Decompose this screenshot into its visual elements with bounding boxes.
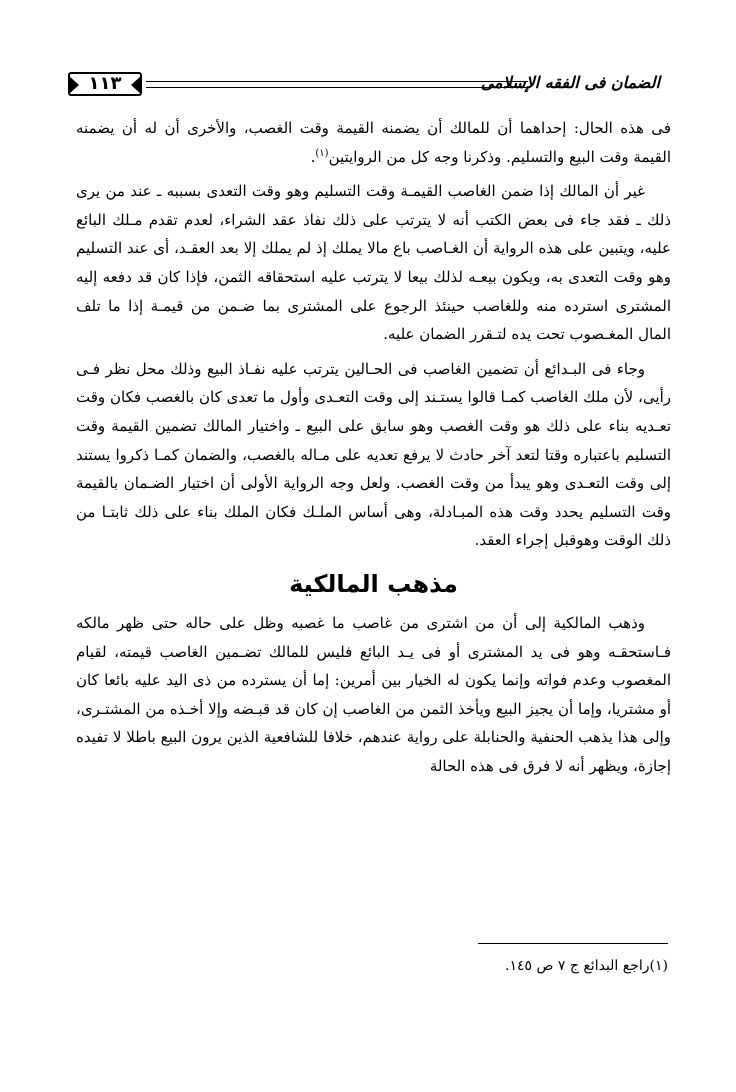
footnote bbox=[68, 955, 668, 977]
page-number-frame bbox=[68, 72, 142, 96]
footnote-divider bbox=[478, 943, 668, 944]
paragraph: فى هذه الحال: إحداهما أن للمالك أن يضمنه القيمة وقت الغصب، والأخرى أن له أن يضمنه القيمة وقت البيع والتسليم. وذكرنا وجه كل من الروايتين$^{(١)}$. bbox=[76, 119, 671, 166]
paragraph: وذهب المالكية إلى أن من اشترى من غاصب ما غصبه وظل على حاله حتى ظهر مالكه فـاستحقـه وهو فى يد المشترى أو فى يـد البائع فليس للمالك تضـمين الغاصب قيمته، لقيام المغصوب وعدم فواته وإنما يكون له الخيار بين أمرين: إما أن يسترده من ذى اليد عليه بائعا كان أو مشتريا، وإما أن يجيز البيع ويأخذ الثمن من الغاصب إن كان قد قبـضه وإلا أخـذه من المشتـرى، وإلى هذا يذهب الحنفية والحنابلة على رواية عندهم، خلافا للشافعية الذين يرون البيع باطلا لا تفيده إجازة، ويظهر أنه لا فرق فى هذه الحالة bbox=[76, 613, 672, 775]
footnote-reference: (١) bbox=[315, 147, 329, 159]
paragraph: وجاء فى البـدائع أن تضمين الغاصب فى الحـالين يترتب عليه نفـاذ البيع وذلك محل نظر فـى رأيى، لأن ملك الغاصب كمـا قالوا يستـند إلى وقت التعـدى وأول ما تعدى كان بالغصب فكان وقت تعـديه بناء على ذلك هو وقت الغصب وهو سابق على البيع ـ واختيار المالك تضمين القيمة وقت التسليم باعتباره وقتا لتعد آخر حادث لا يرفع تعديه على مـاله بالغصب، والضمان كمـا ذكروا يستند إلى وقت التعـدى وهو يبدأ من وقت الغصب. ولعل وجه الرواية الأولى أن اختيار الضـمان بالقيمة وقت التسليم يحدد وقت هذه المبـادلة، وهى أساس الملـك فكان الملك بناء على ذلك ثابتـا من ذلك الوقت وهوقبل إجراء العقد. bbox=[76, 359, 671, 550]
footnote-marker: (١) bbox=[649, 958, 668, 974]
section-heading: مذهب المالكية bbox=[289, 569, 458, 598]
footnote-text: راجع البدائع ج ٧ ص ١٤٥. bbox=[505, 958, 650, 974]
paragraph: غير أن المالك إذا ضمن الغاصب القيمـة وقت التسليم وهو وقت التعدى بسببه ـ عند من يرى ذلك ـ فقد جاء فى بعض الكتب أنه لا يترتب على ذلك نفاذ عقد الشراء، لعدم تقدم مـلك البائع عليه، ويتبين على هذه الرواية أن الغـاصب باع مالا يملك إذ لم يملك إلا بعد العقـد، أى عند التسليم وهو وقت التعدى به، ويكون بيعـه لذلك بيعا لا يترتب عليه استحقاقه الثمن، فإذا كان قد دفعه إليه المشترى استرده منه وللغاصب حينئذ الرجوع على المشترى بما ضـمن من قيمـة إذا ما تلف المال المغـصوب تحت يده لتـقرر الضمان عليه. bbox=[76, 182, 671, 344]
paragraph-text: فى هذه الحال: إحداهما أن للمالك أن يضمنه القيمة وقت الغصب، والأخرى أن له أن يضمنه القيمة وقت البيع والتسليم. وذكرنا وجه كل من الروايتين bbox=[76, 119, 671, 166]
book-title: الضمان فى الفقه الإسلامى bbox=[480, 73, 660, 92]
running-header bbox=[68, 72, 660, 106]
body-text bbox=[76, 114, 671, 780]
header-double-rule bbox=[146, 81, 528, 88]
page-number: ١١٣ bbox=[88, 73, 122, 94]
